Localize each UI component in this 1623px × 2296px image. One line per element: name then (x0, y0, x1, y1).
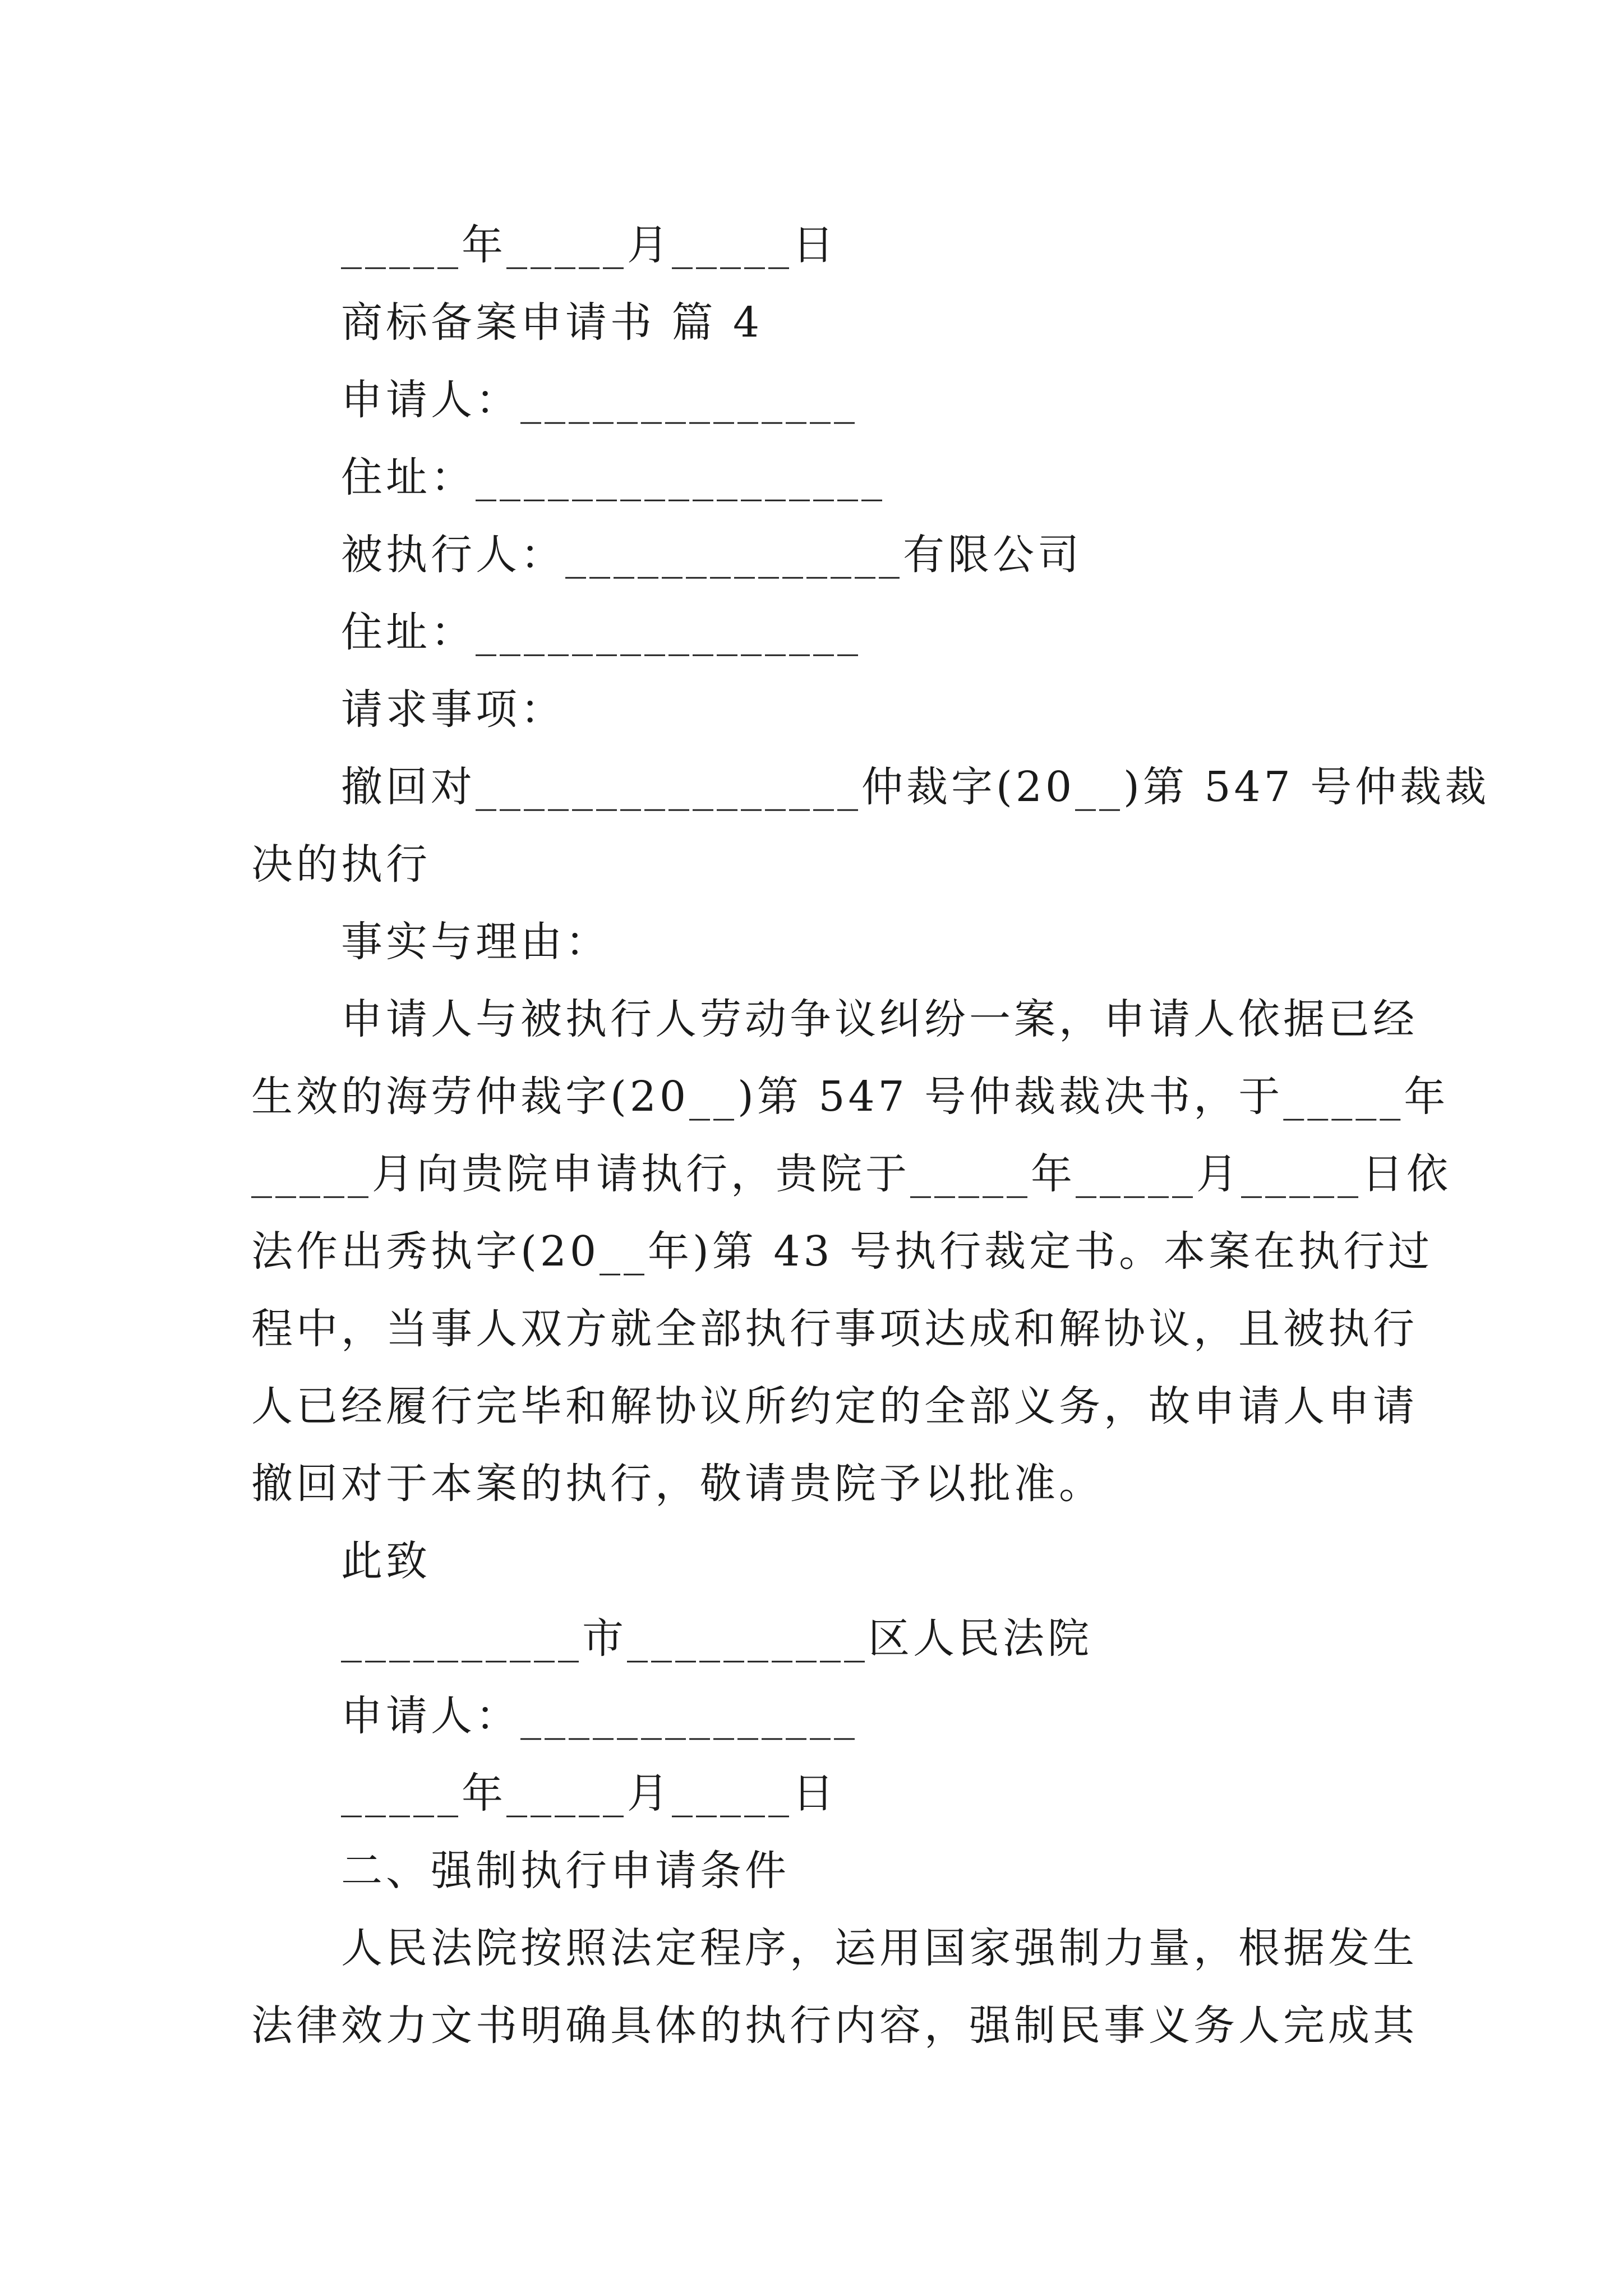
facts-heading: 事实与理由： (341, 918, 610, 966)
section-heading: 二、强制执行申请条件 (341, 1847, 790, 1895)
facts-paragraph-line: 人已经履行完毕和解协议所约定的全部义务，故申请人申请 (251, 1382, 1418, 1430)
section-title: 商标备案申请书 篇 4 (341, 298, 763, 347)
signature-date: _____年_____月_____日 (341, 1769, 837, 1818)
date-line: _____年_____月_____日 (341, 221, 837, 269)
signature-applicant: 申请人：______________ (341, 1692, 858, 1740)
facts-paragraph-line: 程中，当事人双方就全部执行事项达成和解协议，且被执行 (251, 1305, 1418, 1353)
request-text: 撤回对________________仲裁字(20__)第 547 号仲裁裁 (341, 763, 1490, 811)
respondent-field: 被执行人：______________有限公司 (341, 531, 1082, 579)
request-text-cont: 决的执行 (251, 840, 431, 889)
request-heading: 请求事项： (341, 685, 565, 734)
facts-paragraph-line: _____月向贵院申请执行，贵院于_____年_____月_____日依 (251, 1150, 1451, 1198)
applicant-field: 申请人：______________ (341, 376, 858, 424)
facts-paragraph-line: 申请人与被执行人劳动争议纠纷一案，申请人依据已经 (341, 995, 1418, 1043)
address-field: 住址：_________________ (341, 453, 886, 501)
facts-paragraph-line: 撤回对于本案的执行，敬请贵院予以批准。 (251, 1460, 1104, 1508)
court-line: __________市__________区人民法院 (341, 1614, 1092, 1663)
facts-paragraph-line: 法作出秀执字(20__年)第 43 号执行裁定书。本案在执行过 (251, 1227, 1433, 1276)
body-paragraph-line: 法律效力文书明确具体的执行内容，强制民事义务人完成其 (251, 2001, 1418, 2050)
body-paragraph-line: 人民法院按照法定程序，运用国家强制力量，根据发生 (341, 1924, 1418, 1972)
salutation: 此致 (341, 1537, 431, 1585)
facts-paragraph-line: 生效的海劳仲裁字(20__)第 547 号仲裁裁决书，于_____年 (251, 1073, 1449, 1121)
respondent-address-field: 住址：________________ (341, 608, 861, 656)
